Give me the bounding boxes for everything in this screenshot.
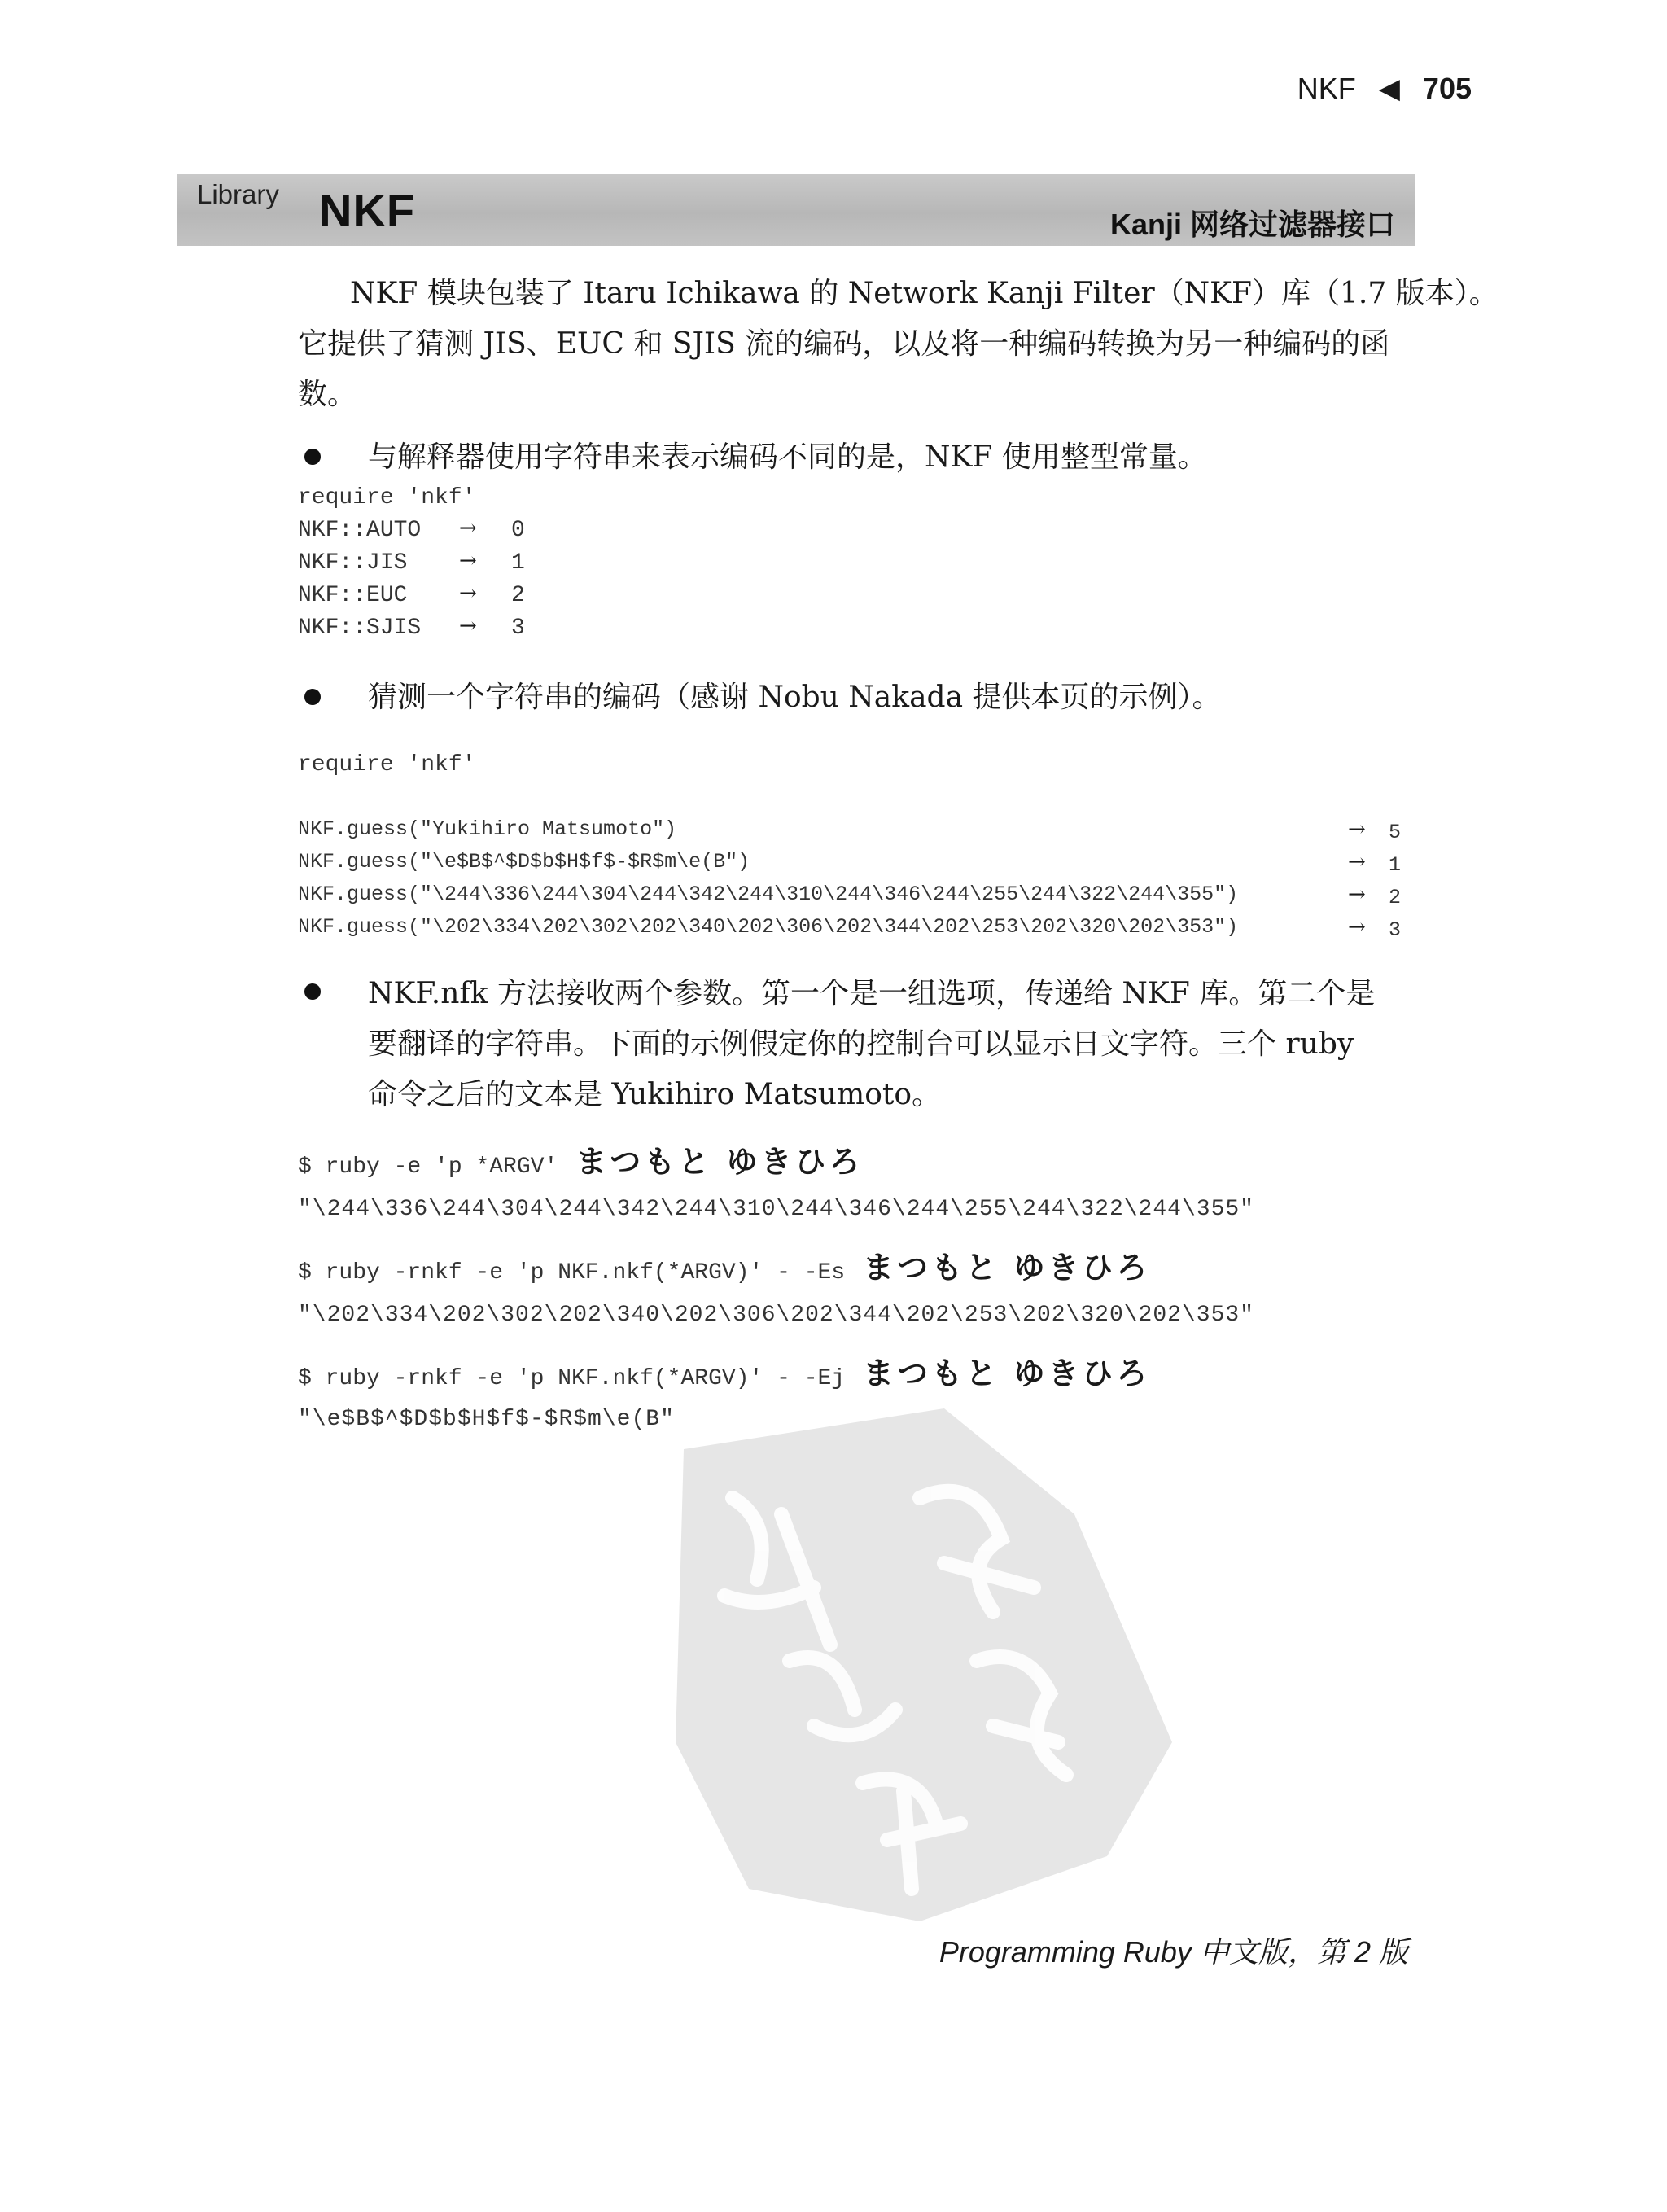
- require-line: require 'nkf': [298, 752, 476, 777]
- bullet3-line-2: 要翻译的字符串。下面的示例假定你的控制台可以显示日文字符。三个 ruby: [368, 1027, 1354, 1061]
- running-head-section: NKF: [1297, 72, 1356, 105]
- intro-line-1: NKF 模块包装了 Itaru Ichikawa 的 Network Kanji Filter（NKF）库（1.7 版本）。: [350, 277, 1499, 310]
- page-number: 705: [1422, 72, 1472, 105]
- code-expr: NKF::JIS: [298, 550, 408, 576]
- intro-line-3: 数。: [298, 378, 357, 411]
- code-result: 1: [511, 550, 525, 576]
- code-result: 2: [511, 583, 525, 608]
- arrow-icon: →: [459, 581, 477, 606]
- arrow-icon: →: [1348, 883, 1366, 907]
- shell-command: $ ruby -rnkf -e 'p NKF.nkf(*ARGV)' - -Es: [298, 1260, 846, 1286]
- code-result: 3: [1389, 918, 1402, 942]
- shell-output: "\202\334\202\302\202\340\202\306\202\344\202\253\202\320\202\353": [298, 1303, 1254, 1328]
- bullet3-line-3: 命令之后的文本是 Yukihiro Matsumoto。: [368, 1078, 942, 1111]
- bullet3-line-1: NKF.nfk 方法接收两个参数。第一个是一组选项，传递给 NKF 库。第二个是: [368, 977, 1376, 1010]
- arrow-icon: →: [1348, 817, 1366, 842]
- code-expr: NKF.guess("Yukihiro Matsumoto"): [298, 817, 677, 841]
- bullet-icon: [304, 983, 321, 1000]
- arrow-icon: →: [459, 549, 477, 573]
- bullet-icon: [304, 449, 321, 465]
- arrow-icon: →: [459, 614, 477, 638]
- code-expr: NKF.guess("\e$B$^$D$b$H$f$-$R$m\e(B"): [298, 850, 750, 874]
- code-expr: require 'nkf': [298, 485, 476, 510]
- code-expr: NKF.guess("\202\334\202\302\202\340\202\306\202\344\202\253\202\320\202\353"): [298, 915, 1239, 939]
- code-result: 3: [511, 615, 525, 641]
- code-expr: NKF::SJIS: [298, 615, 422, 641]
- code-result: 0: [511, 518, 525, 543]
- code-result: 1: [1389, 853, 1402, 877]
- code-expr: NKF::AUTO: [298, 518, 422, 543]
- arrow-icon: →: [1348, 850, 1366, 874]
- seal-watermark-icon: [651, 1400, 1188, 1938]
- shell-example-3: [298, 1348, 1150, 1393]
- intro-line-2: 它提供了猜测 JIS、EUC 和 SJIS 流的编码，以及将一种编码转换为另一种编码的函: [298, 327, 1390, 361]
- module-subtitle: Kanji 网络过滤器接口: [1109, 208, 1395, 241]
- shell-example-2: [298, 1242, 1150, 1287]
- japanese-text: まつもと ゆきひろ: [575, 1144, 864, 1180]
- shell-command: $ ruby -rnkf -e 'p NKF.nkf(*ARGV)' - -Ej: [298, 1366, 846, 1391]
- guess-code-block: [298, 817, 1421, 956]
- library-banner: [177, 174, 1415, 246]
- module-name: NKF: [319, 185, 416, 236]
- code-result: 5: [1389, 821, 1402, 844]
- shell-output: "\244\336\244\304\244\342\244\310\244\346\244\255\244\322\244\355": [298, 1197, 1254, 1222]
- japanese-text: まつもと ゆきひろ: [863, 1250, 1151, 1286]
- shell-command: $ ruby -e 'p *ARGV': [298, 1154, 558, 1180]
- library-label: Library: [197, 179, 279, 209]
- bullet-icon: [304, 689, 321, 705]
- book-title-footer: Programming Ruby 中文版，第 2 版: [939, 1935, 1408, 1969]
- bullet2-text: 猜测一个字符串的编码（感谢 Nobu Nakada 提供本页的示例）。: [368, 681, 1222, 714]
- japanese-text: まつもと ゆきひろ: [863, 1356, 1151, 1391]
- code-result: 2: [1389, 886, 1402, 909]
- shell-output: "\e$B$^$D$b$H$f$-$R$m\e(B": [298, 1407, 675, 1432]
- left-arrow-icon: ◀: [1378, 73, 1400, 104]
- code-expr: NKF::EUC: [298, 583, 408, 608]
- bullet1-text: 与解释器使用字符串来表示编码不同的是，NKF 使用整型常量。: [368, 440, 1207, 474]
- shell-example-1: [298, 1137, 864, 1181]
- arrow-icon: →: [459, 516, 477, 541]
- running-head: [1297, 72, 1472, 106]
- code-expr: NKF.guess("\244\336\244\304\244\342\244\310\244\346\244\255\244\322\244\355"): [298, 883, 1239, 906]
- arrow-icon: →: [1348, 915, 1366, 940]
